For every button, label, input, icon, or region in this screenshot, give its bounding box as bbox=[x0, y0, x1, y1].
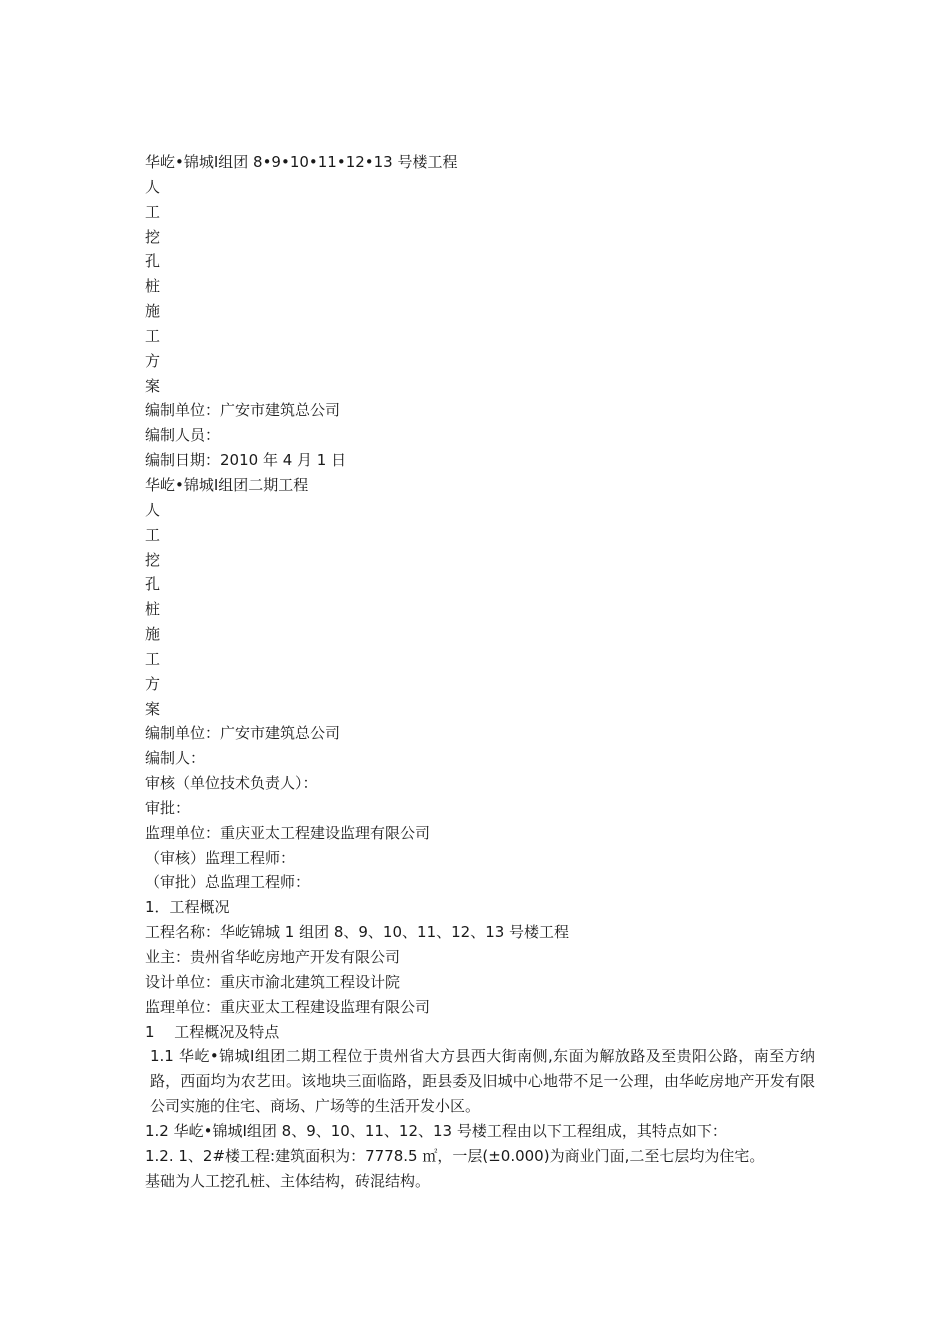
cover2-reviewer: 审核（单位技术负责人）： bbox=[145, 774, 318, 793]
cover1-title-char: 施 bbox=[145, 302, 161, 321]
features-paragraph-1-1: 1.1 华屹•锦城Ⅰ组团二期工程位于贵州省大方县西大街南侧,东面为解放路及至贵阳公路，南至方纳路，西面均为农艺田。该地块三面临路，距县委及旧城中心地带不足一公理，由华屹房地产开发有限公司实施的住宅、商场、广场等的生活开发小区。 bbox=[150, 1047, 815, 1116]
cover2-title-char: 案 bbox=[145, 699, 161, 718]
cover1-title-char: 方 bbox=[145, 351, 161, 370]
document-body bbox=[145, 150, 815, 1193]
cover2-title-char: 孔 bbox=[145, 575, 161, 594]
cover2-title-char: 工 bbox=[145, 649, 161, 668]
cover2-title-char: 挖 bbox=[145, 550, 161, 569]
cover2-title-char: 桩 bbox=[145, 600, 161, 619]
cover1-title-char: 人 bbox=[145, 177, 161, 196]
cover1-title-char: 挖 bbox=[145, 227, 161, 246]
features-heading: 1 工程概况及特点 bbox=[145, 1022, 280, 1041]
cover1-project-title: 华屹•锦城Ⅰ组团 8•9•10•11•12•13 号楼工程 bbox=[145, 153, 458, 171]
features-paragraph-1-2: 1.2 华屹•锦城Ⅰ组团 8、9、10、11、12、13 号楼工程由以下工程组成，其特点如下： bbox=[145, 1121, 727, 1140]
cover1-title-char: 案 bbox=[145, 376, 161, 395]
cover2-title-char: 方 bbox=[145, 674, 161, 693]
cover2-supervision-unit: 监理单位：重庆亚太工程建设监理有限公司 bbox=[145, 823, 431, 842]
overview-project-name: 工程名称：华屹锦城 1 组团 8、9、10、11、12、13 号楼工程 bbox=[145, 923, 570, 942]
cover1-compile-unit: 编制单位：广安市建筑总公司 bbox=[145, 401, 341, 420]
cover1-title-char: 工 bbox=[145, 326, 161, 345]
cover1-compiler: 编制人员： bbox=[145, 426, 221, 445]
cover2-supervision-approver: （审批）总监理工程师： bbox=[145, 873, 311, 892]
overview-supervision-unit: 监理单位：重庆亚太工程建设监理有限公司 bbox=[145, 997, 431, 1016]
overview-owner: 业主：贵州省华屹房地产开发有限公司 bbox=[145, 948, 401, 966]
cover1-title-char: 孔 bbox=[145, 252, 161, 271]
cover2-title-char: 工 bbox=[145, 525, 161, 544]
cover2-supervision-reviewer: （审核）监理工程师： bbox=[145, 848, 296, 867]
cover1-title-char: 桩 bbox=[145, 277, 161, 296]
cover1-title-char: 工 bbox=[145, 202, 161, 221]
overview-heading: 1．工程概况 bbox=[145, 898, 230, 917]
features-paragraph-1-2-1-continued: 基础为人工挖孔桩、主体结构，砖混结构。 bbox=[145, 1171, 431, 1190]
cover2-title-char: 施 bbox=[145, 625, 161, 644]
features-paragraph-1-2-1: 1.2. 1、2#楼工程:建筑面积为：7778.5 ㎡，一层(±0.000)为商业门面,二至七层均为住宅。 bbox=[145, 1146, 765, 1165]
cover2-compiler: 编制人： bbox=[145, 749, 206, 768]
cover1-compile-date: 编制日期：2010 年 4 月 1 日 bbox=[145, 451, 347, 470]
cover2-title-char: 人 bbox=[145, 500, 161, 519]
cover2-project-title: 华屹•锦城Ⅰ组团二期工程 bbox=[145, 475, 309, 494]
cover2-approver: 审批： bbox=[145, 798, 191, 817]
overview-design-unit: 设计单位：重庆市渝北建筑工程设计院 bbox=[145, 972, 401, 991]
cover2-compile-unit: 编制单位：广安市建筑总公司 bbox=[145, 724, 341, 743]
